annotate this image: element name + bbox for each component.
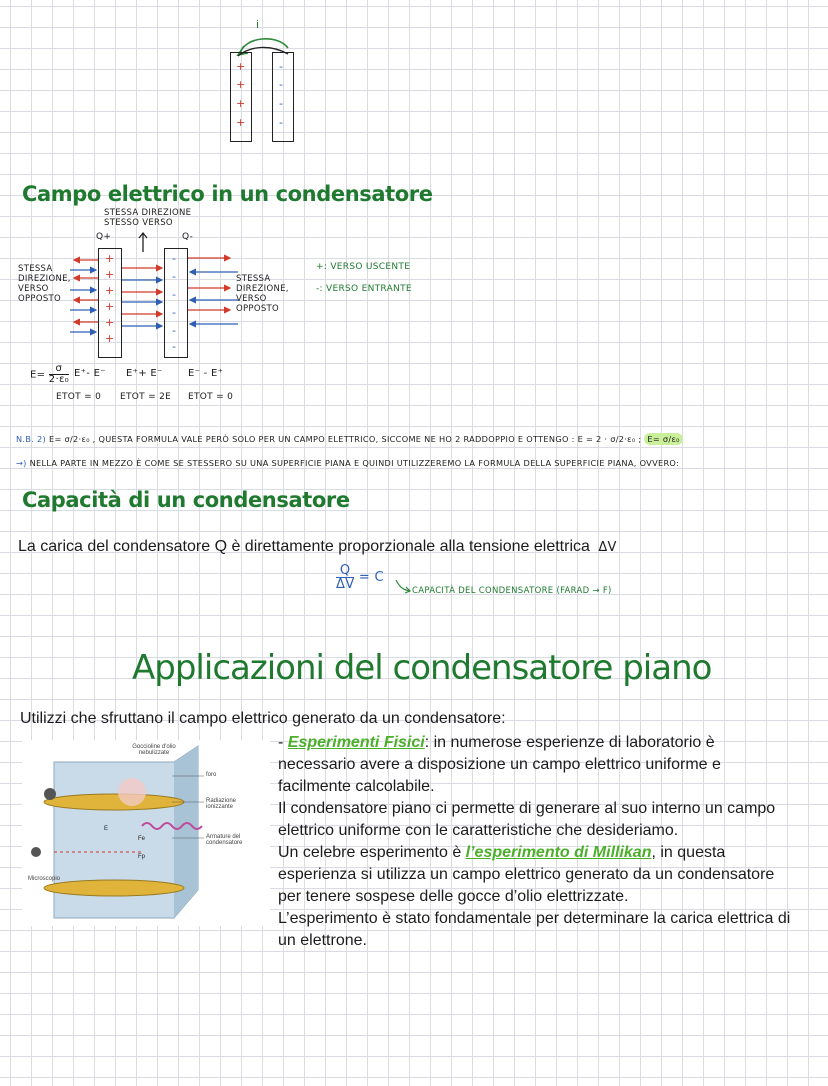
plate-sign: + [105, 268, 115, 281]
plate-sign: - [172, 288, 176, 301]
fig-label-drops: Goccioline d'olio nebulizzate [132, 744, 176, 756]
plate-sign: - [279, 60, 283, 73]
millikan-link[interactable]: l’esperimento di Millikan [465, 844, 652, 861]
capacity-num: Q [336, 564, 354, 578]
plate-sign: + [105, 284, 115, 297]
etot-left: ETOT = 0 [56, 392, 102, 402]
section-title-applications: Applicazioni del condensatore piano [132, 648, 712, 688]
field-lines-diagram [70, 252, 240, 352]
right-note [236, 274, 289, 314]
right-plate [272, 52, 294, 142]
plate-sign: - [279, 78, 283, 91]
nb-line-1 [16, 434, 683, 444]
fig-label-plates: Armature del condensatore [206, 834, 243, 846]
capacity-eq: = C [358, 570, 384, 585]
left-note [18, 264, 71, 304]
region-right-formula: E⁻ - E⁺ [188, 368, 224, 379]
plate-sign: + [236, 116, 246, 129]
capacity-formula [336, 564, 384, 591]
legend-minus: -: VERSO ENTRANTE [316, 284, 412, 294]
plate-sign: - [172, 306, 176, 319]
arrow-icon [394, 578, 412, 594]
formula-den: 2·ε₀ [48, 374, 69, 385]
millikan-apparatus-illustration [22, 740, 270, 926]
nb-line-2 [16, 458, 679, 468]
application-paragraph-4: L’esperimento è stato fondamentale per determinare la carica elettrica di un elettrone. [278, 910, 791, 949]
nb-line2-label: →) [16, 458, 27, 468]
top-note-line: STESSO VERSO [104, 218, 173, 228]
note-line: STESSA [18, 264, 53, 274]
plate-sign: + [236, 78, 246, 91]
q-minus-label: Q- [182, 232, 194, 242]
nb-text: E= σ/2·ε₀ , QUESTA FORMULA VALE PERÒ SOLO PER UN CAMPO ELETTRICO, SICCOME NE HO 2 RADDOPPIO E OTTENGO : E = 2 · σ/2·ε₀ ; [48, 434, 642, 444]
plate-sign: + [105, 252, 115, 265]
note-line: VERSO [236, 294, 267, 304]
formula-e [30, 364, 69, 385]
plate-sign: - [279, 116, 283, 129]
plate-sign: - [172, 324, 176, 337]
up-arrow-icon [138, 232, 148, 252]
fig-label-fe: Fe [138, 836, 146, 842]
top-note-line: STESSA DIREZIONE [104, 208, 192, 218]
plate-sign: + [236, 97, 246, 110]
bullet-dash: - [278, 734, 288, 751]
esperimenti-fisici-link[interactable]: Esperimenti Fisici [287, 734, 425, 751]
fig-label-hole: foro [206, 772, 217, 778]
capacity-fraction [336, 564, 354, 591]
nb-label: N.B. 2) [16, 434, 47, 444]
fig-label-fp: Fp [138, 854, 146, 860]
section-title-capacity: Capacità di un condensatore [22, 488, 350, 512]
region-left-formula: E⁺- E⁻ [74, 368, 106, 379]
current-label: i [256, 18, 260, 31]
fig-label-radiation: Radiazione ionizzante [206, 798, 237, 810]
etot-mid: ETOT = 2E [120, 392, 172, 402]
application-paragraph-1 [278, 732, 794, 798]
capacity-den: ΔV [336, 577, 355, 592]
fig-label-microscope: Microscopio [28, 876, 61, 882]
formula-num: σ [49, 364, 69, 375]
note-line: OPPOSTO [18, 294, 62, 304]
millikan-figure [22, 740, 270, 926]
legend-plus: +: VERSO USCENTE [316, 262, 411, 272]
formula-prefix: E= [30, 369, 46, 381]
note-line: DIREZIONE, [18, 274, 71, 284]
plate-sign: + [236, 60, 246, 73]
application-paragraph-3 [278, 842, 794, 908]
section-title-field: Campo elettrico in un condensatore [22, 182, 433, 206]
delta-v: ΔV [598, 540, 617, 555]
applications-text [278, 732, 794, 952]
etot-right: ETOT = 0 [188, 392, 234, 402]
capacity-sentence [18, 538, 617, 556]
applications-intro: Utilizzi che sfruttano il campo elettrico generato da un condensatore: [20, 710, 506, 727]
application-paragraph-2: Il condensatore piano ci permette di generare al suo interno un campo elettrico uniforme con le caratteristiche che desideriamo. [278, 800, 776, 839]
formula-fraction [49, 364, 69, 385]
plate-sign: - [172, 252, 176, 265]
capacity-note: CAPACITÀ DEL CONDENSATORE (FARAD → F) [412, 586, 612, 596]
nb-line2-text: NELLA PARTE IN MEZZO È COME SE STESSERO SU UNA SUPERFICIE PIANA E QUINDI UTILIZZEREMO LA FORMULA DELLA SUPERFICIE PIANA, OVVERO: [29, 458, 680, 468]
nb-result-highlight: E= σ/ε₀ [644, 433, 682, 445]
plate-sign: - [172, 270, 176, 283]
paragraph-text: Un celebre esperimento è [278, 844, 466, 861]
note-line: STESSA [236, 274, 271, 284]
plate-sign: + [105, 300, 115, 313]
plate-sign: - [172, 340, 176, 353]
capacity-sentence-text: La carica del condensatore Q è direttamente proporzionale alla tensione elettrica [18, 538, 590, 555]
note-line: DIREZIONE, [236, 284, 289, 294]
paragraph-text: : in numerose esperienze di laboratorio è necessario avere a disposizione un campo elettrico uniforme e facilmente calcolabile. [278, 734, 721, 795]
top-note [104, 208, 191, 228]
plate-sign: + [105, 332, 115, 345]
region-mid-formula: E⁺+ E⁻ [126, 368, 163, 379]
plate-sign: + [105, 316, 115, 329]
fig-label-e: E [104, 826, 109, 832]
note-line: OPPOSTO [236, 304, 280, 314]
plate-sign: - [279, 97, 283, 110]
paragraph-text: , in questa esperienza si utilizza un campo elettrico generato da un condensatore per tenere sospese delle gocce d’olio elettrizzate. [278, 844, 775, 905]
q-plus-label: Q+ [96, 232, 112, 242]
note-line: VERSO [18, 284, 49, 294]
